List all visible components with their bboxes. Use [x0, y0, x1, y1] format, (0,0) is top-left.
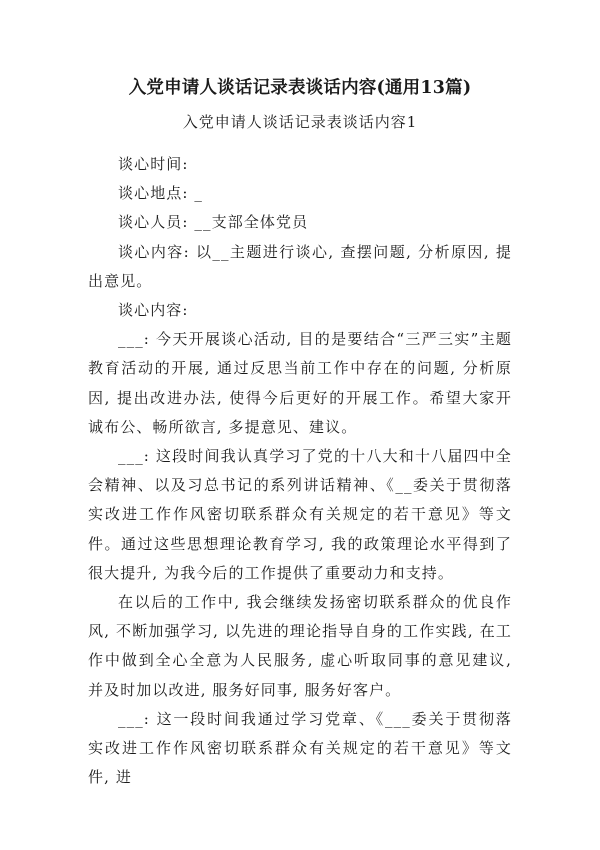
- document-title: 入党申请人谈话记录表谈话内容(通用13篇): [128, 78, 472, 98]
- paragraph-talk-time: 谈心时间:: [118, 155, 189, 173]
- paragraph-study-report: ___: 这段时间我认真学习了党的十八大和十八届四中全会精神、以及习总书记的系列讲话精神、《__委关于贯彻落实改进工作作风密切联系群众有关规定的若干意见》等文件。通过这些思想理论教育学习, 我的政策理论水平得到了很大提升, 为我今后的工作提供了重要动力和支持。: [88, 447, 512, 582]
- paragraph-party-constitution-study: ___: 这一段时间我通过学习党章、《___委关于贯彻落实改进工作作风密切联系群众有关规定的若干意见》等文件, 进: [88, 709, 512, 787]
- paragraph-talk-topic: 谈心内容: 以__主题进行谈心, 查摆问题, 分析原因, 提出意见。: [88, 242, 512, 290]
- paragraph-talk-content-label: 谈心内容:: [118, 301, 189, 320]
- paragraph-opening-remarks: ___: 今天开展谈心活动, 目的是要结合“三严三实”主题教育活动的开展, 通过反思当前工作中存在的问题, 分析原因, 提出改进办法, 使得今后更好的开展工作。希望大家开诚布公、畅所欲言, 多提意见、建议。: [88, 330, 512, 436]
- paragraph-talk-location: 谈心地点: _: [118, 184, 204, 203]
- paragraph-talk-participants: 谈心人员: __支部全体党员: [118, 213, 309, 232]
- paragraph-future-work: 在以后的工作中, 我会继续发扬密切联系群众的优良作风, 不断加强学习, 以先进的理论指导自身的工作实践, 在工作中做到全心全意为人民服务, 虚心听取同事的意见建议, 并及时加以改进, 服务好同事, 服务好客户。: [88, 593, 512, 699]
- document-body: [88, 150, 512, 792]
- document-subtitle: 入党申请人谈话记录表谈话内容1: [182, 113, 418, 131]
